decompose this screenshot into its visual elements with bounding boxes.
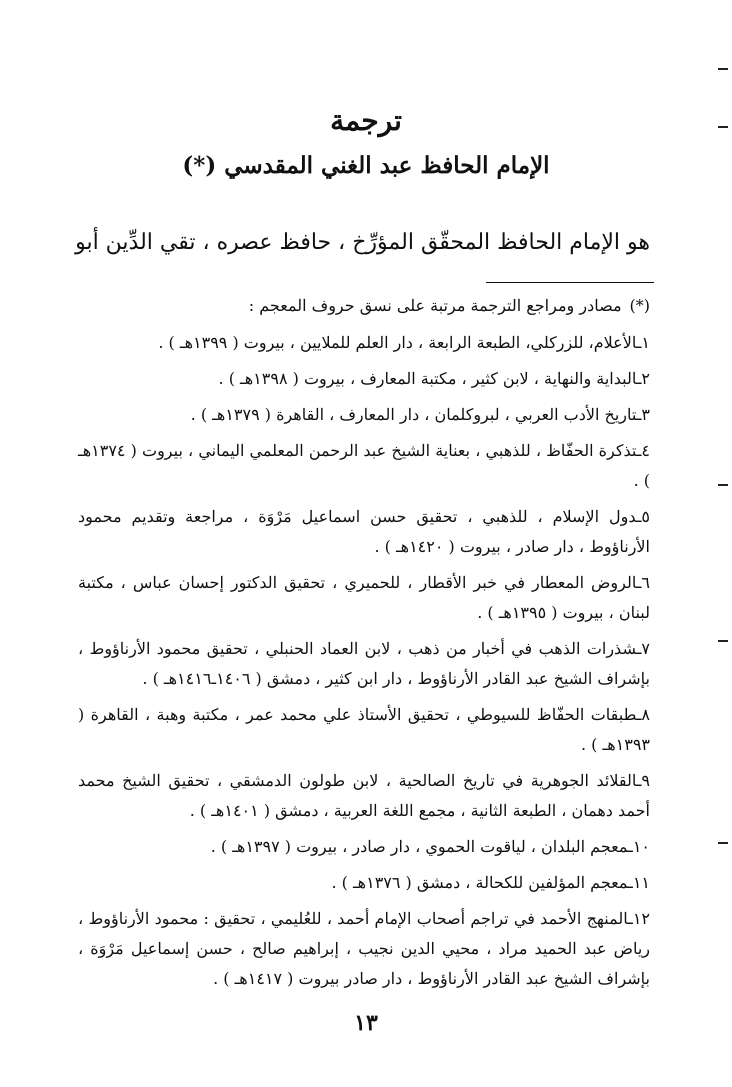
scan-mark (718, 842, 728, 844)
intro-paragraph: هو الإمام الحافظ المحقّق المؤرِّخ ، حافظ عصره ، تقي الدِّين أبو (75, 230, 650, 255)
entry-text: معجم المؤلفين للكحالة ، دمشق ( ١٣٧٦هـ ) . (331, 873, 629, 892)
list-item (78, 700, 650, 760)
page-number: ١٣ (354, 1010, 378, 1036)
list-item (78, 400, 650, 430)
footnote-sources (78, 292, 650, 1000)
entry-text: طبقات الحفّاظ للسيوطي ، تحقيق الأستاذ علي محمد عمر ، مكتبة وهبة ، القاهرة ( ١٣٩٣هـ ) . (78, 705, 650, 754)
footnote-header-text: مصادر ومراجع الترجمة مرتبة على نسق حروف المعجم : (248, 296, 622, 315)
footnote-divider (486, 282, 654, 283)
entry-text: القلائد الجوهرية في تاريخ الصالحية ، لابن طولون الدمشقي ، تحقيق الشيخ محمد أحمد دهمان ، الطبعة الثانية ، مجمع اللغة العربية ، دمشق ( ١٤٠١هـ ) . (78, 771, 650, 820)
entry-number: ٣ـ (636, 405, 650, 424)
scan-mark (718, 68, 728, 70)
entry-text: الأعلام، للزركلي، الطبعة الرابعة ، دار العلم للملايين ، بيروت ( ١٣٩٩هـ ) . (158, 333, 637, 352)
list-item (78, 868, 650, 898)
entry-text: معجم البلدان ، لياقوت الحموي ، دار صادر ، بيروت ( ١٣٩٧هـ ) . (210, 837, 629, 856)
entry-text: تذكرة الحفّاظ ، للذهبي ، بعناية الشيخ عبد الرحمن المعلمي اليماني ، بيروت ( ١٣٧٤هـ ) . (78, 441, 650, 490)
list-item (78, 568, 650, 628)
entry-number: ٩ـ (636, 771, 650, 790)
list-item (78, 364, 650, 394)
list-item (78, 634, 650, 694)
footnote-marker: (*) (629, 296, 650, 315)
page-title: ترجمة (330, 104, 402, 137)
entry-text: تاريخ الأدب العربي ، لبروكلمان ، دار المعارف ، القاهرة ( ١٣٧٩هـ ) . (190, 405, 637, 424)
entry-text: المنهج الأحمد في تراجم أصحاب الإمام أحمد ، للعُليمي ، تحقيق : محمود الأرناؤوط ، رياض عبد الحميد مراد ، محيي الدين نجيب ، إبراهيم صالح ، حسن إسماعيل مَرْوَة ، بإشراف الشيخ عبد القادر الأرناؤوط ، دار صادر بيروت ( ١٤١٧هـ ) . (78, 909, 651, 988)
scan-mark (718, 484, 728, 486)
entry-number: ١ـ (636, 333, 650, 352)
entry-number: ٦ـ (636, 573, 650, 592)
entry-number: ٤ـ (636, 441, 650, 460)
entry-number: ١١ـ (628, 873, 650, 892)
entry-text: شذرات الذهب في أخبار من ذهب ، لابن العماد الحنبلي ، تحقيق محمود الأرناؤوط ، بإشراف الشيخ عبد القادر الأرناؤوط ، دار ابن كثير ، دمشق ( ١٤٠٦ـ١٤١٦هـ ) . (78, 639, 650, 688)
entry-text: البداية والنهاية ، لابن كثير ، مكتبة المعارف ، بيروت ( ١٣٩٨هـ ) . (218, 369, 637, 388)
entry-number: ٥ـ (636, 507, 650, 526)
list-item (78, 328, 650, 358)
list-item (78, 766, 650, 826)
entry-number: ١٢ـ (628, 909, 650, 928)
list-item (78, 436, 650, 496)
footnote-header (78, 292, 650, 320)
list-item (78, 502, 650, 562)
entry-number: ٨ـ (636, 705, 651, 724)
scan-mark (718, 640, 728, 642)
entry-number: ٧ـ (636, 639, 650, 658)
list-item (78, 832, 650, 862)
entry-number: ٢ـ (636, 369, 650, 388)
sources-list (78, 328, 650, 994)
entry-text: دول الإسلام ، للذهبي ، تحقيق حسن اسماعيل مَرْوَة ، مراجعة وتقديم محمود الأرناؤوط ، دار صادر ، بيروت ( ١٤٢٠هـ ) . (78, 507, 650, 556)
entry-text: الروض المعطار في خبر الأقطار ، للحميري ، تحقيق الدكتور إحسان عباس ، مكتبة لبنان ، بيروت ( ١٣٩٥هـ ) . (78, 573, 650, 622)
entry-number: ١٠ـ (628, 837, 650, 856)
list-item (78, 904, 650, 994)
page-subtitle: الإمام الحافظ عبد الغني المقدسي (*) (182, 152, 550, 179)
